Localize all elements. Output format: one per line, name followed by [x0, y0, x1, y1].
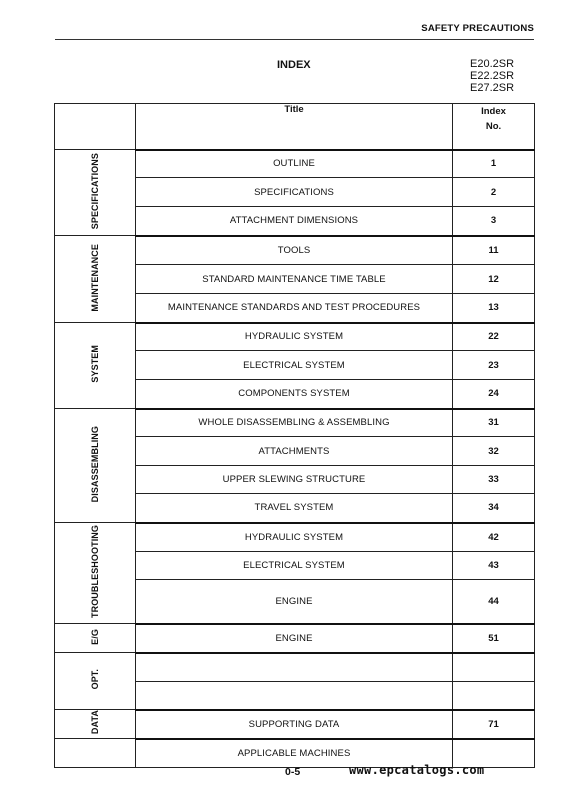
row-title: ENGINE	[136, 624, 453, 653]
row-title: OUTLINE	[136, 150, 453, 178]
row-index-number: 51	[453, 624, 535, 653]
row-title: SPECIFICATIONS	[136, 178, 453, 207]
category-label: SYSTEM	[90, 345, 100, 383]
row-title: HYDRAULIC SYSTEM	[136, 523, 453, 552]
row-title: TRAVEL SYSTEM	[136, 494, 453, 523]
row-index-number: 1	[453, 150, 535, 178]
header-index-cell	[453, 104, 535, 150]
table-row	[55, 653, 535, 682]
model-name: E27.2SR	[470, 82, 515, 94]
header-index-line: Index	[481, 106, 506, 117]
category-label: OPT.	[90, 669, 100, 690]
row-title: TOOLS	[136, 236, 453, 265]
category-cell	[55, 710, 136, 739]
index-table	[54, 103, 535, 768]
row-index-number: 33	[453, 466, 535, 494]
row-index-number: 71	[453, 710, 535, 739]
category-label: TROUBLESHOOTING	[90, 525, 100, 618]
table-row	[55, 523, 535, 552]
row-index-number: 22	[453, 323, 535, 351]
row-index-number	[453, 682, 535, 710]
row-index-number: 31	[453, 409, 535, 437]
row-index-number: 13	[453, 294, 535, 323]
category-cell	[55, 409, 136, 523]
row-index-number: 23	[453, 351, 535, 380]
category-label: E/G	[90, 628, 100, 645]
row-index-number: 3	[453, 207, 535, 236]
row-index-number	[453, 653, 535, 682]
model-list	[470, 58, 514, 94]
row-title: COMPONENTS SYSTEM	[136, 380, 453, 409]
row-index-number: 44	[453, 580, 535, 624]
category-cell	[55, 624, 136, 653]
category-cell	[55, 523, 136, 624]
row-title: ELECTRICAL SYSTEM	[136, 552, 453, 580]
index-title: INDEX	[277, 59, 311, 71]
category-label: DISASSEMBLING	[90, 425, 100, 503]
category-label: DATA	[90, 710, 100, 735]
row-title: MAINTENANCE STANDARDS AND TEST PROCEDURES	[136, 294, 453, 323]
row-title: HYDRAULIC SYSTEM	[136, 323, 453, 351]
table-row	[55, 323, 535, 351]
row-title: ATTACHMENT DIMENSIONS	[136, 207, 453, 236]
table-row	[55, 150, 535, 178]
row-index-number: 2	[453, 178, 535, 207]
header-category-cell	[55, 104, 136, 150]
row-title: SUPPORTING DATA	[136, 710, 453, 739]
header-index-line: No.	[485, 121, 502, 132]
row-title: UPPER SLEWING STRUCTURE	[136, 466, 453, 494]
category-cell	[55, 739, 136, 768]
table-row	[55, 710, 535, 739]
header-divider	[55, 39, 534, 40]
row-title: ENGINE	[136, 580, 453, 624]
page-number: 0-5	[285, 766, 301, 778]
row-title: ATTACHMENTS	[136, 437, 453, 466]
website-watermark: www.epcatalogs.com	[349, 763, 485, 777]
row-index-number: 43	[453, 552, 535, 580]
category-label: SPECIFICATIONS	[90, 152, 100, 230]
row-title: APPLICABLE MACHINES	[136, 739, 453, 768]
category-cell	[55, 236, 136, 323]
row-index-number: 32	[453, 437, 535, 466]
category-cell	[55, 653, 136, 710]
row-title: STANDARD MAINTENANCE TIME TABLE	[136, 265, 453, 294]
row-index-number: 42	[453, 523, 535, 552]
row-title	[136, 682, 453, 710]
category-cell	[55, 150, 136, 236]
section-title: SAFETY PRECAUTIONS	[421, 23, 534, 34]
table-row	[55, 236, 535, 265]
category-label: MAINTENANCE	[90, 243, 100, 312]
category-cell	[55, 323, 136, 409]
row-index-number: 11	[453, 236, 535, 265]
row-title	[136, 653, 453, 682]
row-index-number: 24	[453, 380, 535, 409]
model-name: E20.2SR	[470, 58, 515, 70]
table-row	[55, 409, 535, 437]
row-title: ELECTRICAL SYSTEM	[136, 351, 453, 380]
row-index-number: 34	[453, 494, 535, 523]
row-title: WHOLE DISASSEMBLING & ASSEMBLING	[136, 409, 453, 437]
index-table-body	[55, 150, 535, 768]
row-index-number: 12	[453, 265, 535, 294]
model-name: E22.2SR	[470, 70, 515, 82]
header-title-cell: Title	[136, 104, 453, 150]
table-row	[55, 624, 535, 653]
